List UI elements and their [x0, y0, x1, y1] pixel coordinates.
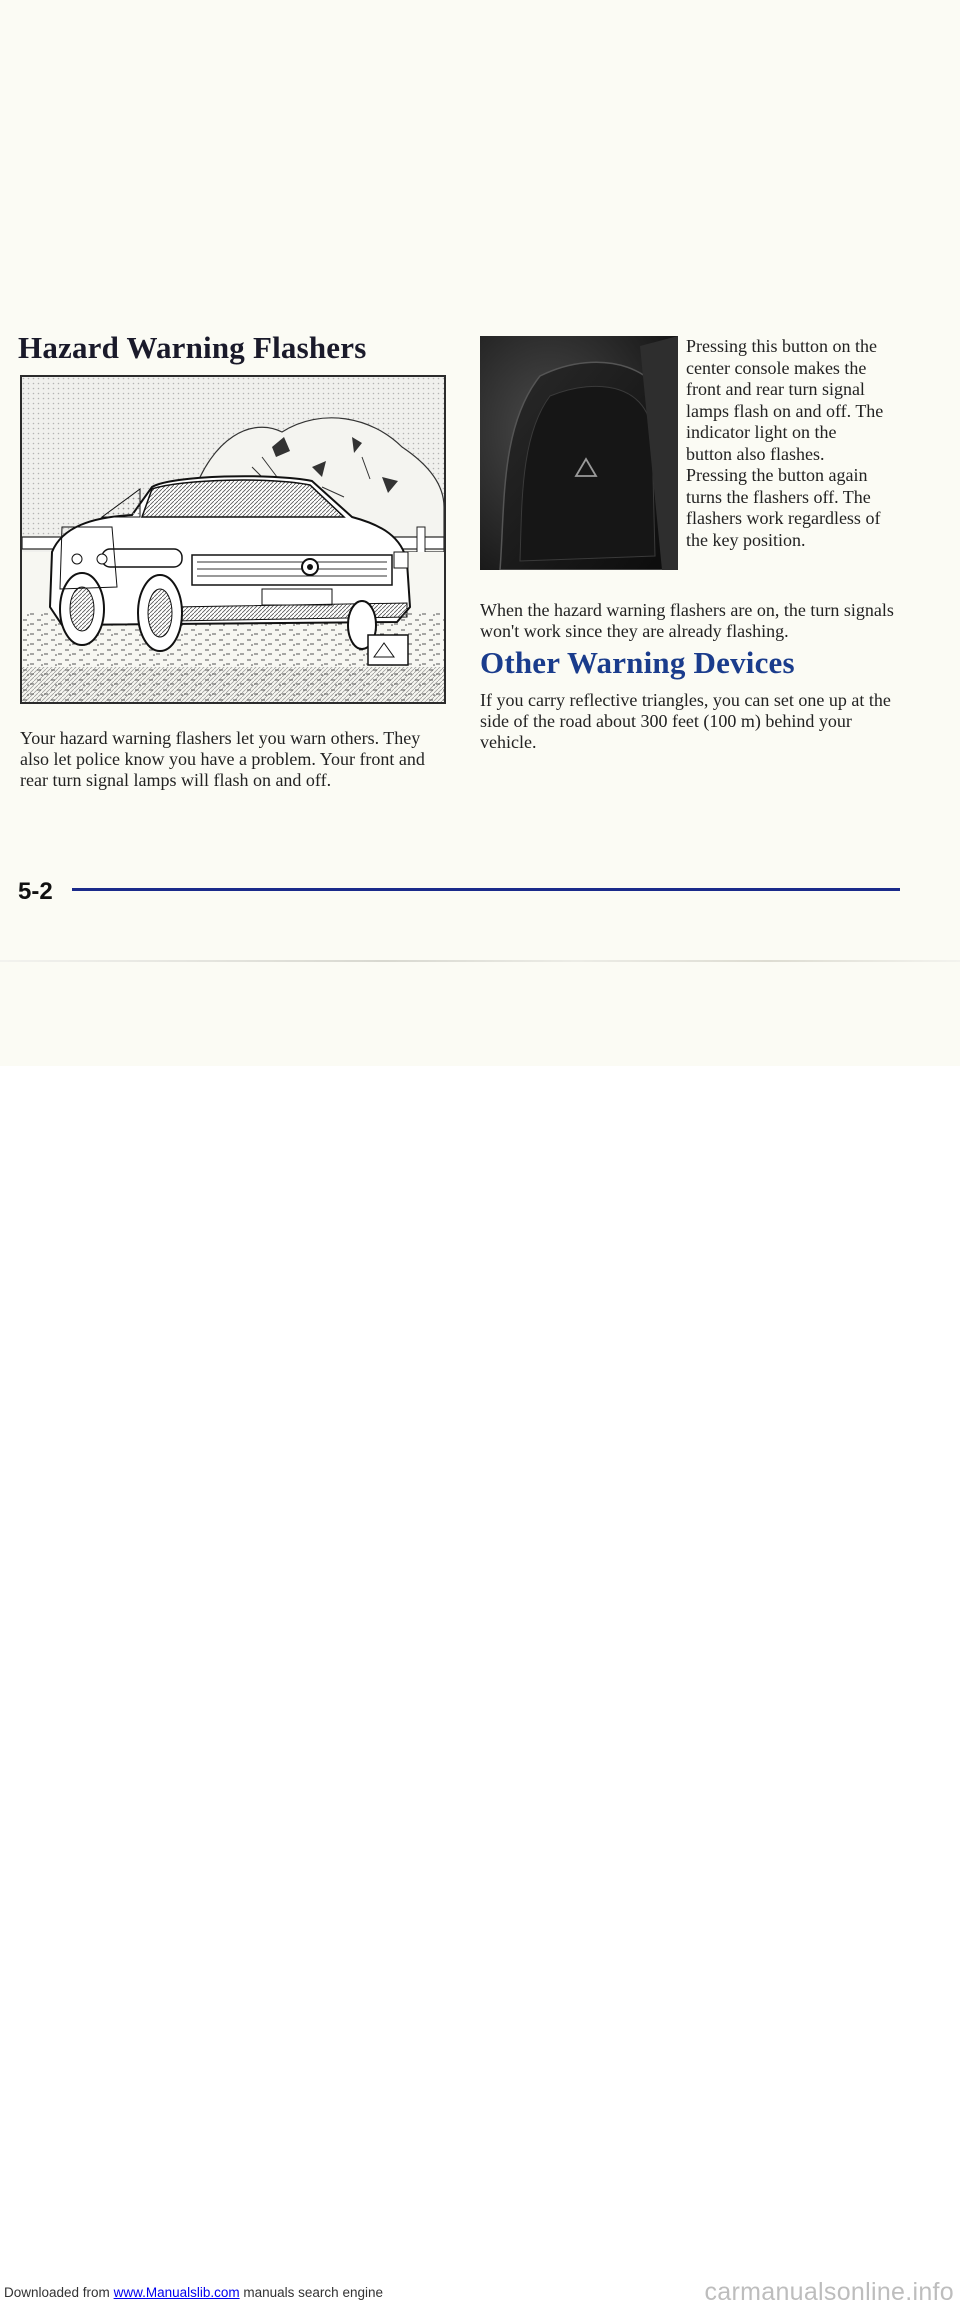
turn-signal-note: When the hazard warning flashers are on, the turn signals won't work since they are already flashing.: [480, 600, 894, 641]
download-suffix: manuals search engine: [243, 2285, 383, 2300]
page-rule: [72, 888, 900, 891]
hazard-button-description: Pressing this button on the center console makes the front and rear turn signal lamps flash on and off. The indicator light on the button also flashes. Pressing the button again turns the flashers off. The flashers work regardless of the key position.: [686, 336, 884, 550]
hazard-button-photo: [480, 336, 678, 570]
page-number: 5-2: [18, 878, 53, 905]
section-heading: Other Warning Devices: [480, 645, 795, 680]
footer-area: [0, 1066, 960, 2306]
scan-artifact-line: [0, 960, 960, 962]
hazard-flashers-text: Your hazard warning flashers let you warn others. They also let police know you have a problem. Your front and rear turn signal lamps will flash on and off.: [20, 728, 425, 790]
manual-page: [0, 0, 960, 1066]
download-credit: [4, 2285, 383, 2300]
download-prefix: Downloaded from: [4, 2285, 110, 2300]
manualslib-link[interactable]: www.Manualslib.com: [113, 2285, 240, 2300]
hazard-car-illustration: [20, 375, 446, 704]
page-title: Hazard Warning Flashers: [18, 330, 367, 365]
reflective-triangles-text: If you carry reflective triangles, you can set one up at the side of the road about 300 feet (100 m) behind your vehicle.: [480, 690, 891, 752]
watermark-logo: carmanualsonline.info: [704, 2278, 954, 2306]
